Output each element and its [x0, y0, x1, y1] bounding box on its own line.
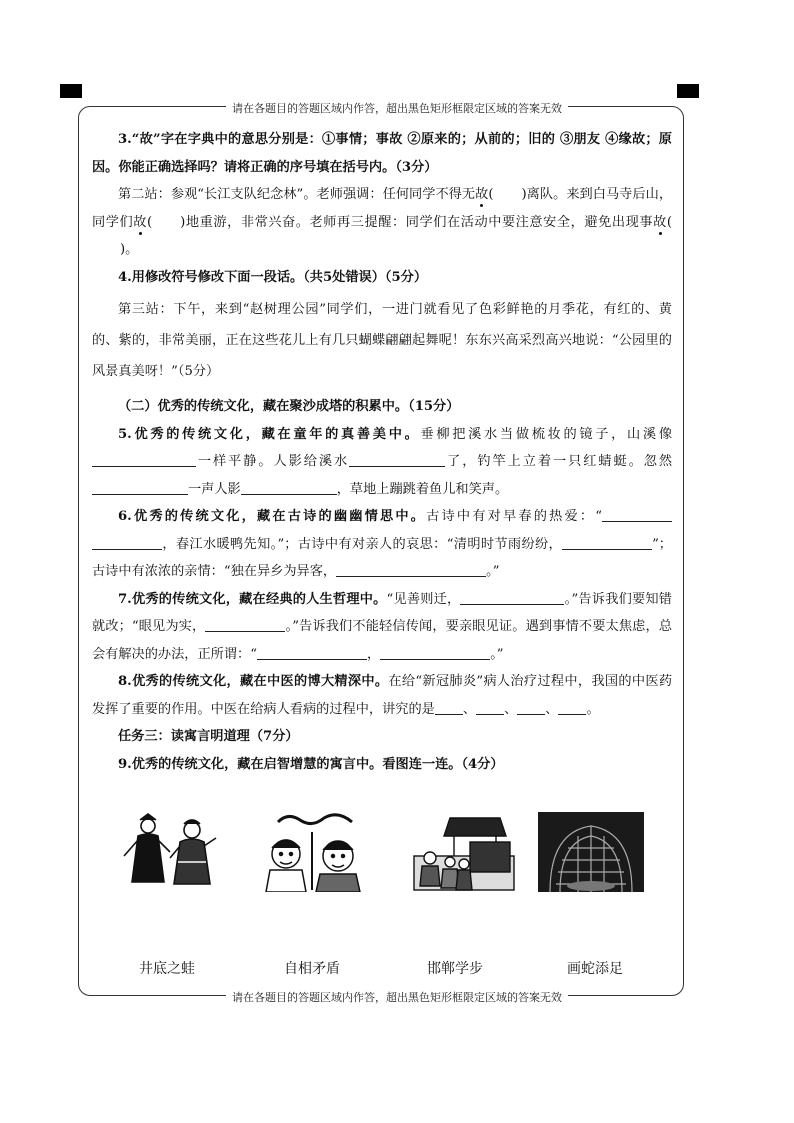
corner-marker-left — [60, 84, 82, 98]
section-2-title: （二）优秀的传统文化，藏在聚沙成塔的积累中。（15分） — [118, 399, 460, 414]
q6-blank-3[interactable] — [336, 562, 486, 577]
q5-blank-3[interactable] — [92, 480, 188, 495]
notice-bottom: 请在各题目的答题区域内作答，超出黑色矩形框限定区域的答案无效 — [0, 989, 794, 1005]
q8-blank-3[interactable] — [517, 700, 545, 715]
q4-body: 第三站：下午，来到“赵树理公园”同学们，一进门就看见了色彩鲜艳的月季花，有红的、黄的、紫的，非常美丽，正在这些花儿上有几只蝴蝶翩翩起舞呢！东东兴高采烈高兴地说：“公园里的风景真美呀！”（5分） — [92, 302, 672, 379]
idiom-4[interactable]: 画蛇添足 — [567, 961, 623, 977]
q5-blank-1[interactable] — [92, 452, 196, 467]
q6-blank-1[interactable] — [602, 507, 672, 522]
q7-blank-4[interactable] — [380, 645, 490, 660]
q5-blank-4[interactable] — [241, 480, 337, 495]
q3-body: 第二站：参观“长江支队纪念林”。老师强调：任何同学不得无故( )离队。来到白马寺后山，同学们故( )地重游，非常兴奋。老师再三提醒：同学们在活动中要注意安全，避免出现事故()。 — [92, 187, 673, 257]
q5-blank-2[interactable] — [349, 452, 445, 467]
q8-blank-1[interactable] — [435, 700, 463, 715]
q3-title: 3.“故”字在字典中的意思分别是：①事情；事故 ②原来的；从前的；旧的 ③朋友 ④缘故；原因。你能正确选择吗？请将正确的序号填在括号内。（3分） — [92, 132, 672, 175]
q8-blank-2[interactable] — [476, 700, 504, 715]
idiom-3[interactable]: 邯郸学步 — [427, 961, 483, 977]
q8: 8.优秀的传统文化，藏在中医的博大精深中。在给“新冠肺炎”病人治疗过程中，我国的中医药发挥了重要的作用。中医在给病人看病的过程中，讲究的是 、 、 、 。 — [92, 674, 673, 717]
fable-pictures — [0, 812, 794, 892]
idiom-2[interactable]: 自相矛盾 — [284, 961, 340, 977]
fable-picture-1 — [118, 812, 228, 892]
q7-blank-2[interactable] — [205, 617, 285, 632]
idiom-1[interactable]: 井底之蛙 — [139, 961, 195, 977]
q6-blank-1b[interactable] — [92, 535, 162, 550]
questions — [92, 126, 672, 778]
q4-title: 4.用修改符号修改下面一段话。（共5处错误）（5分） — [118, 269, 428, 285]
q7: 7.优秀的传统文化，藏在经典的人生哲理中。“见善则迁， 。”告诉我们要知错就改；“眼见为实， 。”告诉我们不能轻信传闻，要亲眼见证。遇到事情不要太焦虑，总会有解决的办法，正所谓：“ ， 。” — [92, 591, 673, 662]
q6-blank-2[interactable] — [562, 535, 652, 550]
q7-blank-3[interactable] — [257, 645, 367, 660]
corner-marker-right — [677, 84, 699, 98]
q9-title: 9.优秀的传统文化，藏在启智增慧的寓言中。看图连一连。（4分） — [118, 756, 504, 772]
fable-picture-2 — [260, 812, 368, 892]
task3-title: 任务三：读寓言明道理（7分） — [118, 729, 299, 744]
q5: 5.优秀的传统文化，藏在童年的真善美中。垂柳把溪水当做梳妆的镜子，山溪像一样平静。人影给溪水 了，钓竿上立着一只红蜻蜓。忽然一声人影 ，草地上蹦跳着鱼儿和笑声。 — [92, 421, 672, 504]
notice-top: 请在各题目的答题区域内作答，超出黑色矩形框限定区域的答案无效 — [0, 100, 794, 116]
fable-picture-3 — [410, 812, 518, 892]
q7-blank-1[interactable] — [460, 590, 564, 605]
q6: 6.优秀的传统文化，藏在古诗的幽幽情思中。古诗中有对早春的热爱：“，春江水暖鸭先知。”；古诗中有对亲人的哀思：“清明时节雨纷纷， ”；古诗中有浓浓的亲情：“独在异乡为异客， 。” — [92, 509, 672, 579]
fable-picture-4 — [538, 812, 644, 892]
q8-blank-4[interactable] — [558, 700, 586, 715]
